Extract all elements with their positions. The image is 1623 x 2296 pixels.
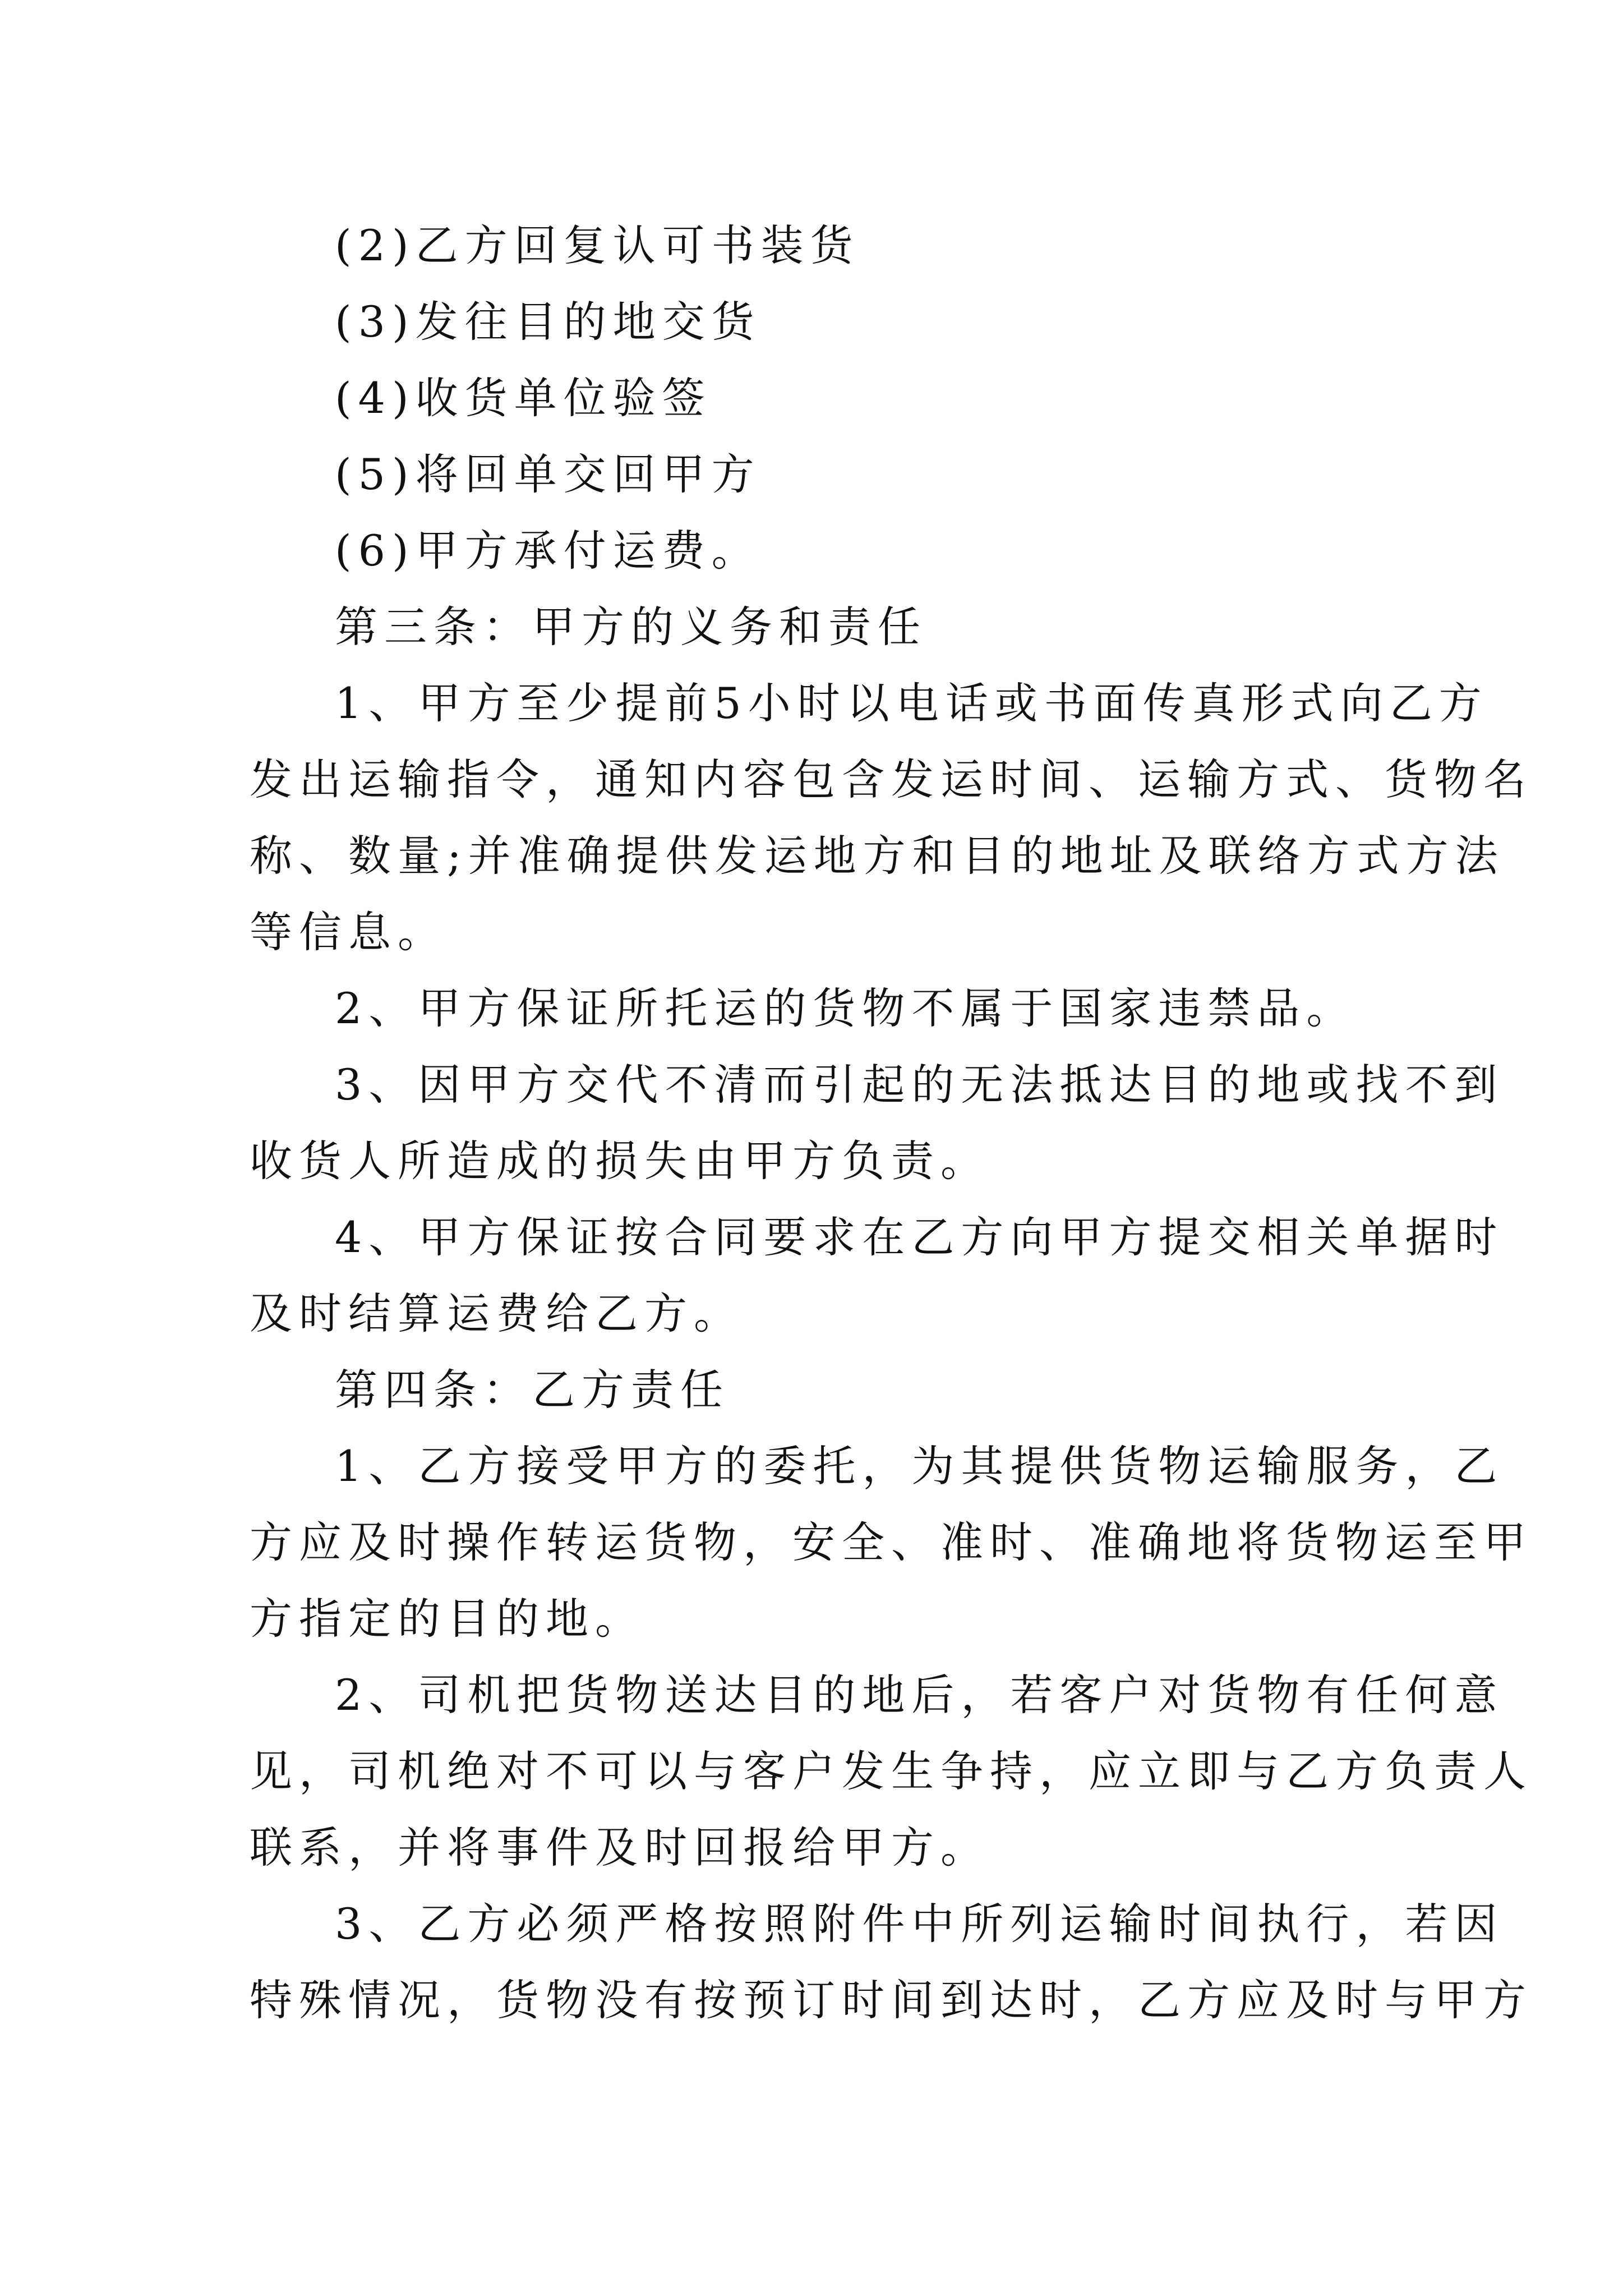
article-4-clause-2-line-3: 联系，并将事件及时回报给甲方。	[250, 1823, 990, 1872]
article-4-clause-3-line-2: 特殊情况，货物没有按预订时间到达时，乙方应及时与甲方	[250, 1975, 1533, 2025]
article-4-clause-2-line-2: 见，司机绝对不可以与客户发生争持，应立即与乙方负责人	[250, 1746, 1533, 1796]
article-4-clause-1-line-3: 方指定的目的地。	[250, 1594, 644, 1644]
document-body	[250, 208, 1533, 2039]
article-3-clause-1-line-4: 等信息。	[250, 907, 447, 957]
article-4-clause-1-line-2: 方应及时操作转运货物，安全、准时、准确地将货物运至甲	[250, 1517, 1533, 1567]
article-4-clause-2-line-1: 2、司机把货物送达目的地后，若客户对货物有任何意	[335, 1670, 1504, 1720]
article-3-clause-2-line-1: 2、甲方保证所托运的货物不属于国家违禁品。	[335, 983, 1356, 1033]
article-3-clause-3-line-2: 收货人所造成的损失由甲方负责。	[250, 1136, 990, 1186]
article-3-clause-1-line-1: 1、甲方至少提前5小时以电话或书面传真形式向乙方	[335, 678, 1488, 728]
article-3-clause-4-line-2: 及时结算运费给乙方。	[250, 1289, 743, 1338]
article-4-clause-1-line-1: 1、乙方接受甲方的委托，为其提供货物运输服务，乙	[335, 1441, 1504, 1491]
process-step-3: (3)发往目的地交货	[335, 297, 761, 347]
article-3-clause-3-line-1: 3、因甲方交代不清而引起的无法抵达目的地或找不到	[335, 1060, 1504, 1110]
process-step-2: (2)乙方回复认可书装货	[335, 220, 860, 270]
article-4-clause-3-line-1: 3、乙方必须严格按照附件中所列运输时间执行，若因	[335, 1899, 1504, 1949]
process-step-5: (5)将回单交回甲方	[335, 449, 761, 499]
article-3-clause-1-line-2: 发出运输指令，通知内容包含发运时间、运输方式、货物名	[250, 754, 1533, 804]
article-3-clause-1-line-3: 称、数量;并准确提供发运地方和目的地址及联络方式方法	[250, 831, 1505, 881]
process-step-6: (6)甲方承付运费。	[335, 526, 761, 576]
article-3-clause-4-line-1: 4、甲方保证按合同要求在乙方向甲方提交相关单据时	[335, 1212, 1504, 1262]
process-step-4: (4)收货单位验签	[335, 373, 712, 423]
article-4-heading: 第四条：乙方责任	[335, 1365, 730, 1415]
article-3-heading: 第三条：甲方的义务和责任	[335, 602, 927, 652]
